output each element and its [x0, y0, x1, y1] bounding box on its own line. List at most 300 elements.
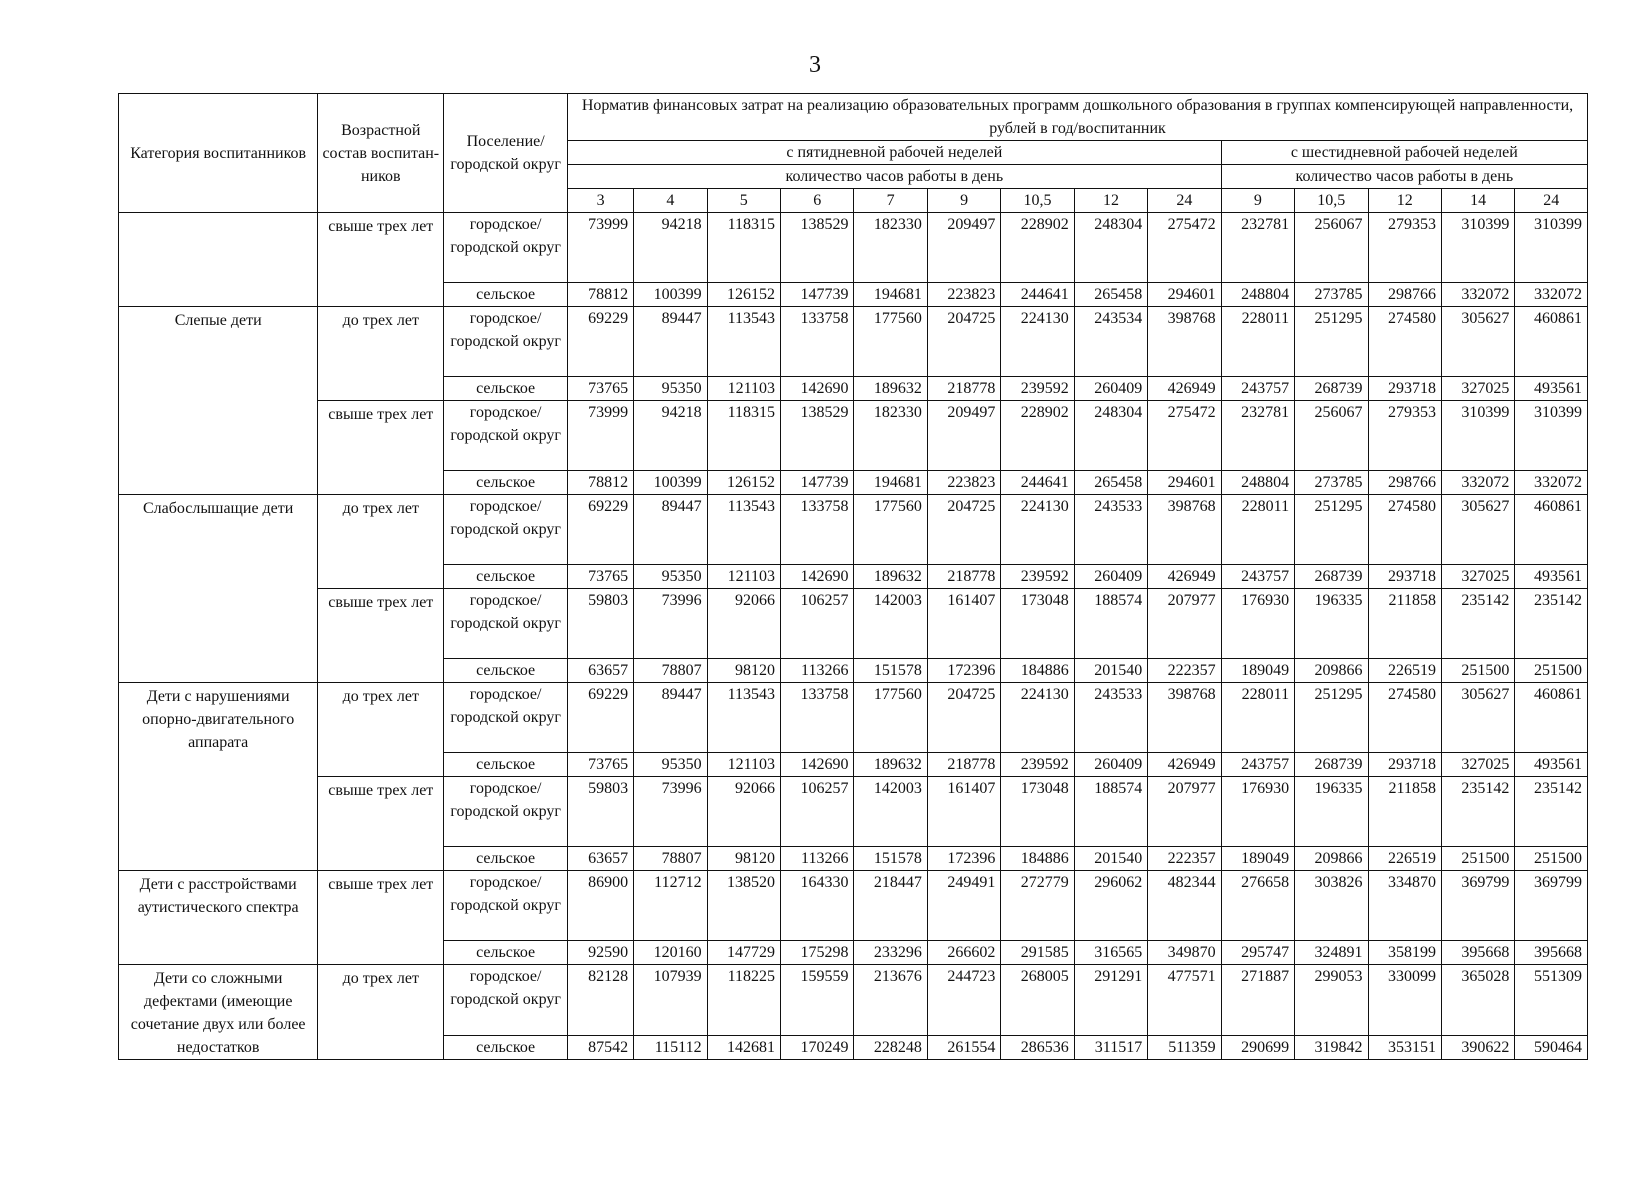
value-cell: 201540 [1074, 847, 1147, 871]
value-cell: 89447 [634, 683, 707, 753]
settlement-rural-cell: сельское [444, 753, 568, 777]
value-cell: 251500 [1441, 847, 1514, 871]
value-cell: 228011 [1221, 495, 1294, 565]
value-cell: 204725 [927, 683, 1000, 753]
value-cell: 244641 [1001, 471, 1074, 495]
value-cell: 138529 [781, 213, 854, 283]
value-cell: 398768 [1148, 495, 1221, 565]
value-cell: 113543 [707, 307, 780, 377]
value-cell: 95350 [634, 753, 707, 777]
value-cell: 298766 [1368, 471, 1441, 495]
settlement-urban-cell: городское/ городской округ [444, 589, 568, 659]
value-cell: 106257 [781, 589, 854, 659]
value-cell: 100399 [634, 471, 707, 495]
value-cell: 332072 [1441, 471, 1514, 495]
hours-five-cell: 7 [854, 189, 927, 213]
value-cell: 78812 [568, 471, 634, 495]
settlement-urban-cell: городское/ городской округ [444, 307, 568, 377]
value-cell: 316565 [1074, 941, 1147, 965]
value-cell: 327025 [1441, 377, 1514, 401]
value-cell: 182330 [854, 401, 927, 471]
value-cell: 460861 [1515, 495, 1588, 565]
value-cell: 460861 [1515, 307, 1588, 377]
value-cell: 112712 [634, 871, 707, 941]
value-cell: 138520 [707, 871, 780, 941]
value-cell: 395668 [1441, 941, 1514, 965]
value-cell: 115112 [634, 1035, 707, 1059]
value-cell: 251500 [1515, 659, 1588, 683]
settlement-rural-cell: сельское [444, 565, 568, 589]
value-cell: 147739 [781, 283, 854, 307]
value-cell: 133758 [781, 495, 854, 565]
value-cell: 89447 [634, 307, 707, 377]
value-cell: 147739 [781, 471, 854, 495]
value-cell: 211858 [1368, 589, 1441, 659]
value-cell: 353151 [1368, 1035, 1441, 1059]
value-cell: 276658 [1221, 871, 1294, 941]
hours-six-cell: 9 [1221, 189, 1294, 213]
value-cell: 310399 [1515, 213, 1588, 283]
value-cell: 293718 [1368, 565, 1441, 589]
value-cell: 142003 [854, 589, 927, 659]
table-row [119, 683, 1588, 753]
value-cell: 482344 [1148, 871, 1221, 941]
hours-six-cell: 12 [1368, 189, 1441, 213]
value-cell: 177560 [854, 683, 927, 753]
value-cell: 261554 [927, 1035, 1000, 1059]
hours-six-cell: 14 [1441, 189, 1514, 213]
value-cell: 86900 [568, 871, 634, 941]
hours-five-cell: 5 [707, 189, 780, 213]
hours-five-cell: 4 [634, 189, 707, 213]
category-cell: Дети со сложными дефектами (имеющие сочетание двух или более недостатков [119, 965, 318, 1060]
value-cell: 164330 [781, 871, 854, 941]
table-row [119, 965, 1588, 1036]
value-cell: 243533 [1074, 683, 1147, 753]
value-cell: 244641 [1001, 283, 1074, 307]
value-cell: 151578 [854, 659, 927, 683]
value-cell: 172396 [927, 847, 1000, 871]
value-cell: 73996 [634, 777, 707, 847]
value-cell: 118315 [707, 401, 780, 471]
value-cell: 73996 [634, 589, 707, 659]
value-cell: 209497 [927, 401, 1000, 471]
value-cell: 194681 [854, 283, 927, 307]
value-cell: 243533 [1074, 495, 1147, 565]
value-cell: 243757 [1221, 377, 1294, 401]
value-cell: 251295 [1295, 683, 1368, 753]
value-cell: 294601 [1148, 471, 1221, 495]
age-cell: свыше трех лет [318, 213, 444, 307]
value-cell: 126152 [707, 471, 780, 495]
header-settlement: Поселение/ городской округ [444, 94, 568, 213]
category-cell: Дети с расстройствами аутистического спектра [119, 871, 318, 965]
value-cell: 213676 [854, 965, 927, 1036]
value-cell: 142681 [707, 1035, 780, 1059]
value-cell: 107939 [634, 965, 707, 1036]
table-row [119, 307, 1588, 377]
value-cell: 493561 [1515, 753, 1588, 777]
value-cell: 204725 [927, 495, 1000, 565]
age-cell: до трех лет [318, 495, 444, 589]
page-number: 3 [809, 52, 821, 78]
value-cell: 92066 [707, 777, 780, 847]
value-cell: 147729 [707, 941, 780, 965]
settlement-rural-cell: сельское [444, 659, 568, 683]
value-cell: 92590 [568, 941, 634, 965]
value-cell: 189049 [1221, 847, 1294, 871]
value-cell: 243534 [1074, 307, 1147, 377]
value-cell: 189632 [854, 753, 927, 777]
value-cell: 334870 [1368, 871, 1441, 941]
value-cell: 249491 [927, 871, 1000, 941]
value-cell: 209497 [927, 213, 1000, 283]
value-cell: 82128 [568, 965, 634, 1036]
value-cell: 98120 [707, 847, 780, 871]
value-cell: 299053 [1295, 965, 1368, 1036]
value-cell: 266602 [927, 941, 1000, 965]
value-cell: 218778 [927, 753, 1000, 777]
value-cell: 260409 [1074, 377, 1147, 401]
value-cell: 126152 [707, 283, 780, 307]
settlement-rural-cell: сельское [444, 377, 568, 401]
value-cell: 256067 [1295, 213, 1368, 283]
value-cell: 94218 [634, 401, 707, 471]
value-cell: 235142 [1441, 589, 1514, 659]
value-cell: 290699 [1221, 1035, 1294, 1059]
value-cell: 251500 [1515, 847, 1588, 871]
settlement-urban-cell: городское/ городской округ [444, 965, 568, 1036]
value-cell: 170249 [781, 1035, 854, 1059]
table-row [119, 589, 1588, 659]
value-cell: 243757 [1221, 753, 1294, 777]
value-cell: 239592 [1001, 565, 1074, 589]
value-cell: 310399 [1515, 401, 1588, 471]
value-cell: 243757 [1221, 565, 1294, 589]
value-cell: 244723 [927, 965, 1000, 1036]
value-cell: 159559 [781, 965, 854, 1036]
value-cell: 294601 [1148, 283, 1221, 307]
value-cell: 493561 [1515, 377, 1588, 401]
value-cell: 182330 [854, 213, 927, 283]
value-cell: 275472 [1148, 401, 1221, 471]
value-cell: 310399 [1441, 213, 1514, 283]
value-cell: 327025 [1441, 565, 1514, 589]
value-cell: 265458 [1074, 471, 1147, 495]
value-cell: 349870 [1148, 941, 1221, 965]
value-cell: 228902 [1001, 213, 1074, 283]
value-cell: 311517 [1074, 1035, 1147, 1059]
value-cell: 248804 [1221, 283, 1294, 307]
value-cell: 235142 [1441, 777, 1514, 847]
value-cell: 279353 [1368, 401, 1441, 471]
header-five-day-week: с пятидневной рабочей неделей [568, 141, 1222, 165]
value-cell: 248304 [1074, 401, 1147, 471]
value-cell: 248304 [1074, 213, 1147, 283]
header-hours-five: количество часов работы в день [568, 165, 1222, 189]
category-cell: Слепые дети [119, 307, 318, 495]
value-cell: 177560 [854, 495, 927, 565]
hours-five-cell: 9 [927, 189, 1000, 213]
value-cell: 196335 [1295, 589, 1368, 659]
hours-five-cell: 3 [568, 189, 634, 213]
value-cell: 305627 [1441, 683, 1514, 753]
value-cell: 95350 [634, 377, 707, 401]
value-cell: 268739 [1295, 565, 1368, 589]
value-cell: 73765 [568, 565, 634, 589]
value-cell: 327025 [1441, 753, 1514, 777]
value-cell: 332072 [1515, 283, 1588, 307]
category-cell: Дети с нарушениями опорно-двигательного аппарата [119, 683, 318, 871]
value-cell: 358199 [1368, 941, 1441, 965]
value-cell: 223823 [927, 471, 1000, 495]
value-cell: 398768 [1148, 683, 1221, 753]
value-cell: 228011 [1221, 683, 1294, 753]
value-cell: 113266 [781, 659, 854, 683]
value-cell: 235142 [1515, 777, 1588, 847]
value-cell: 273785 [1295, 283, 1368, 307]
value-cell: 303826 [1295, 871, 1368, 941]
value-cell: 118225 [707, 965, 780, 1036]
hours-five-cell: 6 [781, 189, 854, 213]
value-cell: 211858 [1368, 777, 1441, 847]
value-cell: 324891 [1295, 941, 1368, 965]
age-cell: до трех лет [318, 683, 444, 777]
age-cell: свыше трех лет [318, 777, 444, 871]
value-cell: 426949 [1148, 565, 1221, 589]
value-cell: 87542 [568, 1035, 634, 1059]
value-cell: 426949 [1148, 753, 1221, 777]
header-six-day-week: с шестидневной рабочей неделей [1221, 141, 1587, 165]
value-cell: 100399 [634, 283, 707, 307]
value-cell: 59803 [568, 589, 634, 659]
value-cell: 133758 [781, 683, 854, 753]
table-row [119, 871, 1588, 941]
value-cell: 275472 [1148, 213, 1221, 283]
value-cell: 293718 [1368, 753, 1441, 777]
value-cell: 251295 [1295, 495, 1368, 565]
value-cell: 248804 [1221, 471, 1294, 495]
value-cell: 305627 [1441, 495, 1514, 565]
value-cell: 73765 [568, 377, 634, 401]
value-cell: 265458 [1074, 283, 1147, 307]
value-cell: 233296 [854, 941, 927, 965]
value-cell: 273785 [1295, 471, 1368, 495]
value-cell: 89447 [634, 495, 707, 565]
value-cell: 493561 [1515, 565, 1588, 589]
value-cell: 189049 [1221, 659, 1294, 683]
value-cell: 228248 [854, 1035, 927, 1059]
value-cell: 291585 [1001, 941, 1074, 965]
hours-six-cell: 10,5 [1295, 189, 1368, 213]
value-cell: 551309 [1515, 965, 1588, 1036]
value-cell: 218778 [927, 565, 1000, 589]
hours-five-cell: 24 [1148, 189, 1221, 213]
value-cell: 223823 [927, 283, 1000, 307]
value-cell: 73999 [568, 213, 634, 283]
value-cell: 175298 [781, 941, 854, 965]
table-header [119, 94, 1588, 213]
value-cell: 293718 [1368, 377, 1441, 401]
value-cell: 239592 [1001, 753, 1074, 777]
value-cell: 194681 [854, 471, 927, 495]
settlement-rural-cell: сельское [444, 1035, 568, 1059]
value-cell: 305627 [1441, 307, 1514, 377]
financial-norms-table [118, 93, 1588, 1060]
header-category: Категория воспитанников [119, 94, 318, 213]
settlement-urban-cell: городское/ городской округ [444, 495, 568, 565]
value-cell: 260409 [1074, 565, 1147, 589]
value-cell: 118315 [707, 213, 780, 283]
settlement-urban-cell: городское/ городской округ [444, 213, 568, 283]
value-cell: 151578 [854, 847, 927, 871]
value-cell: 274580 [1368, 683, 1441, 753]
value-cell: 218778 [927, 377, 1000, 401]
value-cell: 92066 [707, 589, 780, 659]
value-cell: 78807 [634, 659, 707, 683]
value-cell: 173048 [1001, 777, 1074, 847]
value-cell: 426949 [1148, 377, 1221, 401]
value-cell: 78807 [634, 847, 707, 871]
value-cell: 272779 [1001, 871, 1074, 941]
value-cell: 142003 [854, 777, 927, 847]
age-cell: свыше трех лет [318, 589, 444, 683]
value-cell: 369799 [1441, 871, 1514, 941]
value-cell: 95350 [634, 565, 707, 589]
value-cell: 228902 [1001, 401, 1074, 471]
value-cell: 161407 [927, 777, 1000, 847]
value-cell: 209866 [1295, 659, 1368, 683]
value-cell: 133758 [781, 307, 854, 377]
hours-five-cell: 12 [1074, 189, 1147, 213]
value-cell: 207977 [1148, 777, 1221, 847]
value-cell: 106257 [781, 777, 854, 847]
value-cell: 260409 [1074, 753, 1147, 777]
value-cell: 398768 [1148, 307, 1221, 377]
value-cell: 173048 [1001, 589, 1074, 659]
value-cell: 369799 [1515, 871, 1588, 941]
value-cell: 332072 [1441, 283, 1514, 307]
age-cell: до трех лет [318, 307, 444, 401]
value-cell: 235142 [1515, 589, 1588, 659]
value-cell: 121103 [707, 565, 780, 589]
value-cell: 226519 [1368, 847, 1441, 871]
table-row [119, 401, 1588, 471]
table-row [119, 213, 1588, 283]
value-cell: 271887 [1221, 965, 1294, 1036]
value-cell: 256067 [1295, 401, 1368, 471]
value-cell: 330099 [1368, 965, 1441, 1036]
category-cell: Слабослышащие дети [119, 495, 318, 683]
value-cell: 251500 [1441, 659, 1514, 683]
value-cell: 121103 [707, 377, 780, 401]
hours-five-cell: 10,5 [1001, 189, 1074, 213]
settlement-urban-cell: городское/ городской округ [444, 871, 568, 941]
value-cell: 73765 [568, 753, 634, 777]
value-cell: 63657 [568, 847, 634, 871]
table-body [119, 213, 1588, 1060]
value-cell: 113543 [707, 495, 780, 565]
value-cell: 296062 [1074, 871, 1147, 941]
value-cell: 201540 [1074, 659, 1147, 683]
category-cell [119, 213, 318, 307]
value-cell: 477571 [1148, 965, 1221, 1036]
settlement-rural-cell: сельское [444, 847, 568, 871]
value-cell: 78812 [568, 283, 634, 307]
value-cell: 365028 [1441, 965, 1514, 1036]
value-cell: 268005 [1001, 965, 1074, 1036]
age-cell: свыше трех лет [318, 871, 444, 965]
value-cell: 224130 [1001, 495, 1074, 565]
hours-six-cell: 24 [1515, 189, 1588, 213]
value-cell: 291291 [1074, 965, 1147, 1036]
value-cell: 218447 [854, 871, 927, 941]
value-cell: 310399 [1441, 401, 1514, 471]
value-cell: 184886 [1001, 659, 1074, 683]
value-cell: 189632 [854, 565, 927, 589]
value-cell: 188574 [1074, 777, 1147, 847]
value-cell: 94218 [634, 213, 707, 283]
value-cell: 298766 [1368, 283, 1441, 307]
value-cell: 113543 [707, 683, 780, 753]
value-cell: 268739 [1295, 753, 1368, 777]
value-cell: 142690 [781, 377, 854, 401]
value-cell: 590464 [1515, 1035, 1588, 1059]
value-cell: 232781 [1221, 213, 1294, 283]
value-cell: 196335 [1295, 777, 1368, 847]
value-cell: 268739 [1295, 377, 1368, 401]
value-cell: 207977 [1148, 589, 1221, 659]
value-cell: 120160 [634, 941, 707, 965]
table-row [119, 777, 1588, 847]
value-cell: 161407 [927, 589, 1000, 659]
value-cell: 295747 [1221, 941, 1294, 965]
value-cell: 209866 [1295, 847, 1368, 871]
value-cell: 98120 [707, 659, 780, 683]
value-cell: 177560 [854, 307, 927, 377]
settlement-urban-cell: городское/ городской округ [444, 401, 568, 471]
value-cell: 224130 [1001, 307, 1074, 377]
value-cell: 172396 [927, 659, 1000, 683]
table-row [119, 495, 1588, 565]
age-cell: свыше трех лет [318, 401, 444, 495]
value-cell: 176930 [1221, 777, 1294, 847]
value-cell: 189632 [854, 377, 927, 401]
value-cell: 274580 [1368, 307, 1441, 377]
value-cell: 460861 [1515, 683, 1588, 753]
value-cell: 239592 [1001, 377, 1074, 401]
value-cell: 176930 [1221, 589, 1294, 659]
value-cell: 319842 [1295, 1035, 1368, 1059]
value-cell: 390622 [1441, 1035, 1514, 1059]
value-cell: 286536 [1001, 1035, 1074, 1059]
value-cell: 204725 [927, 307, 1000, 377]
settlement-urban-cell: городское/ городской округ [444, 777, 568, 847]
value-cell: 63657 [568, 659, 634, 683]
settlement-rural-cell: сельское [444, 283, 568, 307]
value-cell: 142690 [781, 565, 854, 589]
settlement-urban-cell: городское/ городской округ [444, 683, 568, 753]
value-cell: 224130 [1001, 683, 1074, 753]
age-cell: до трех лет [318, 965, 444, 1060]
value-cell: 69229 [568, 683, 634, 753]
value-cell: 232781 [1221, 401, 1294, 471]
value-cell: 59803 [568, 777, 634, 847]
value-cell: 222357 [1148, 659, 1221, 683]
value-cell: 279353 [1368, 213, 1441, 283]
header-hours-six: количество часов работы в день [1221, 165, 1587, 189]
settlement-rural-cell: сельское [444, 941, 568, 965]
